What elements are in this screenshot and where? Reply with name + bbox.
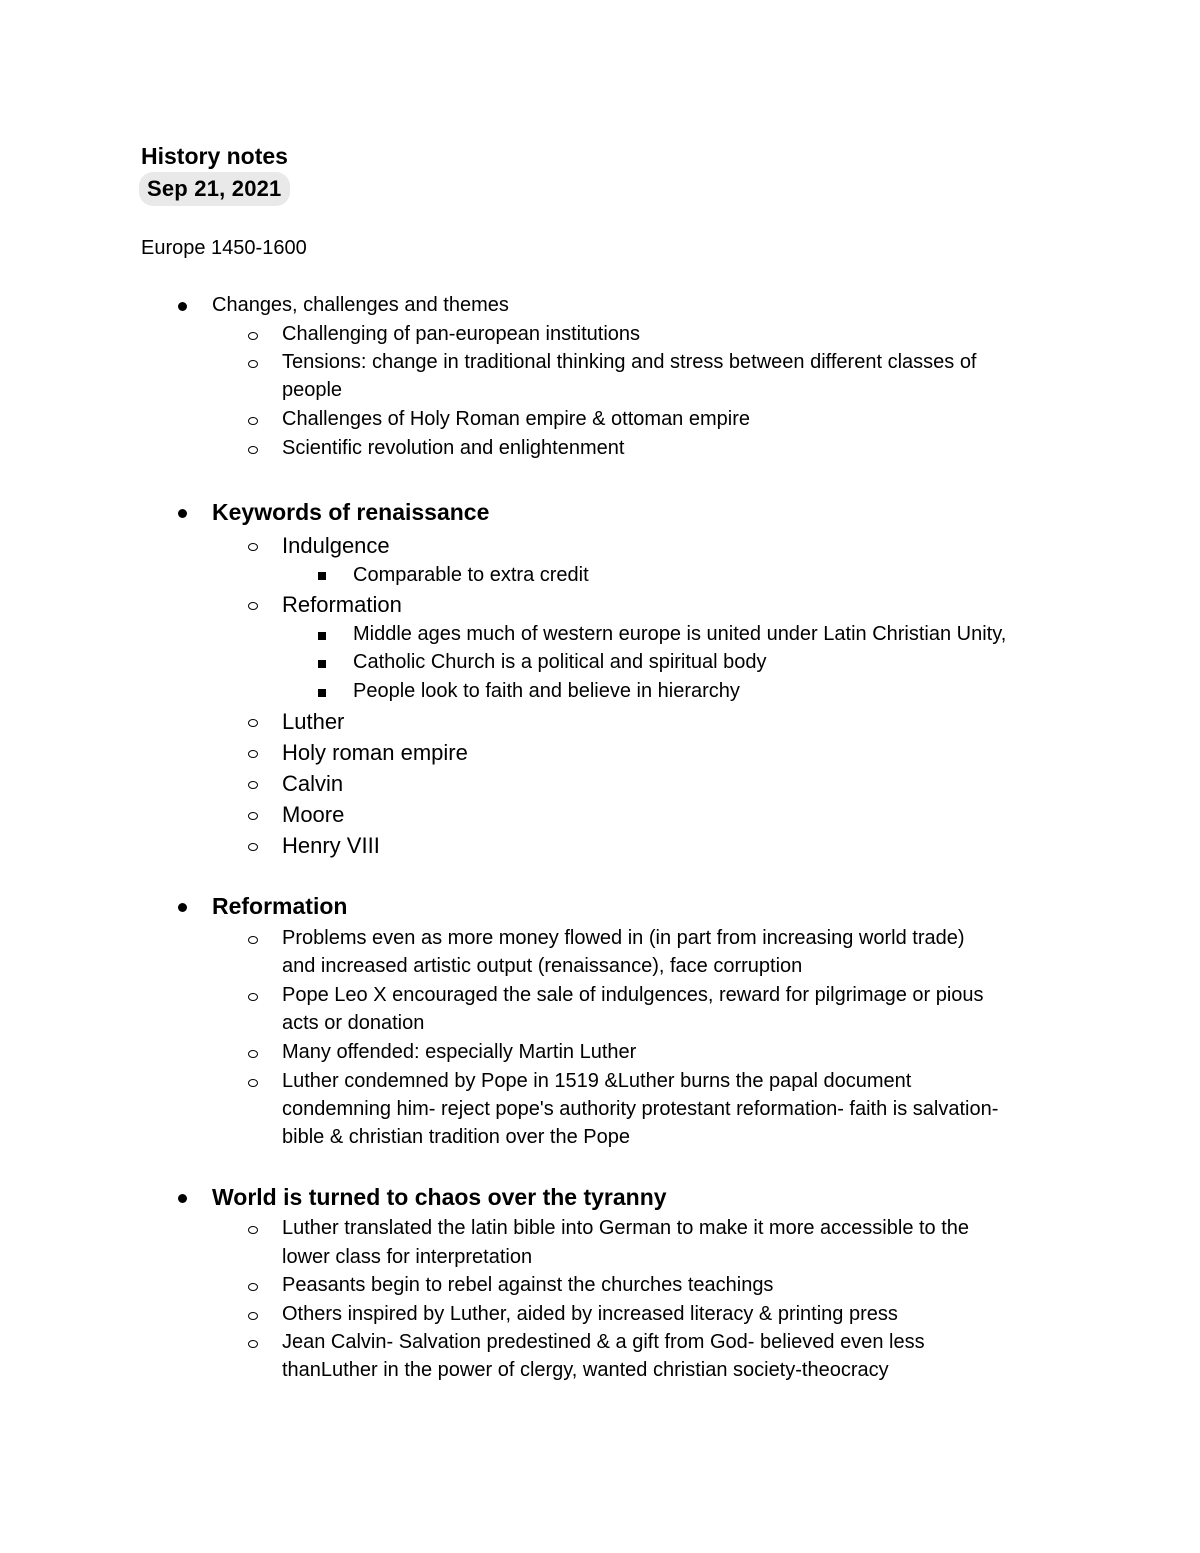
bullet-circle-icon — [248, 1226, 258, 1234]
document-title: History notes — [141, 143, 288, 169]
bullet-square-icon — [318, 689, 326, 697]
bullet-circle-icon — [248, 360, 258, 368]
date-chip[interactable]: Sep 21, 2021 — [139, 172, 290, 206]
sub-list-item: Catholic Church is a political and spiritual body — [353, 651, 767, 673]
list-item: Luther translated the latin bible into German to make it more accessible to the — [282, 1217, 970, 1239]
bullet-circle-icon — [248, 781, 258, 789]
bullet-circle-icon — [248, 812, 258, 820]
bullet-circle-icon — [248, 1283, 258, 1291]
bullet-circle-icon — [248, 843, 258, 851]
list-item: Challenging of pan-european institutions — [282, 323, 641, 345]
bullet-circle-icon — [248, 417, 258, 425]
list-item: Reformation — [282, 592, 402, 617]
bullet-circle-icon — [248, 750, 258, 758]
bullet-circle-icon — [248, 602, 258, 610]
section-heading: Keywords of renaissance — [212, 499, 490, 525]
list-item: Others inspired by Luther, aided by increased literacy & printing press — [282, 1303, 898, 1325]
sub-list-item: Comparable to extra credit — [353, 564, 589, 586]
bullet-circle-icon — [248, 332, 258, 340]
bullet-circle-icon — [248, 446, 258, 454]
list-item: Indulgence — [282, 533, 390, 558]
list-item: Henry VIII — [282, 833, 380, 858]
bullet-circle-icon — [248, 1340, 258, 1348]
sub-list-item: Middle ages much of western europe is united under Latin Christian Unity, — [353, 623, 1007, 645]
list-item: Challenges of Holy Roman empire & ottoman empire — [282, 408, 750, 430]
bullet-square-icon — [318, 632, 326, 640]
section-heading: Reformation — [212, 893, 348, 919]
list-item-continuation: and increased artistic output (renaissance), face corruption — [282, 955, 803, 977]
bullet-circle-icon — [248, 719, 258, 727]
bullet-circle-icon — [248, 1312, 258, 1320]
list-item-continuation: bible & christian tradition over the Pope — [282, 1126, 630, 1148]
list-item: Moore — [282, 802, 345, 827]
bullet-circle-icon — [248, 1050, 258, 1058]
list-item-continuation: thanLuther in the power of clergy, wanted christian society-theocracy — [282, 1359, 889, 1381]
bullet-square-icon — [318, 572, 326, 580]
list-item: Jean Calvin- Salvation predestined & a gift from God- believed even less — [282, 1331, 925, 1353]
list-item: Tensions: change in traditional thinking and stress between different classes of — [282, 351, 977, 373]
list-item-continuation: people — [282, 379, 343, 401]
bullet-circle-icon — [248, 543, 258, 551]
list-item: Many offended: especially Martin Luther — [282, 1041, 637, 1063]
bullet-circle-icon — [248, 1079, 258, 1087]
bullet-circle-icon — [248, 936, 258, 944]
list-item: Peasants begin to rebel against the churches teachings — [282, 1274, 774, 1296]
bullet-dot-icon — [178, 903, 187, 912]
bullet-dot-icon — [178, 302, 187, 311]
list-item-continuation: lower class for interpretation — [282, 1246, 533, 1268]
section-heading: Changes, challenges and themes — [212, 294, 509, 316]
list-item: Problems even as more money flowed in (in part from increasing world trade) — [282, 927, 965, 949]
bullet-dot-icon — [178, 509, 187, 518]
bullet-dot-icon — [178, 1194, 187, 1203]
list-item: Luther condemned by Pope in 1519 &Luther burns the papal document — [282, 1070, 912, 1092]
list-item: Luther — [282, 709, 345, 734]
list-item: Holy roman empire — [282, 740, 468, 765]
list-item: Calvin — [282, 771, 344, 796]
bullet-circle-icon — [248, 993, 258, 1001]
document-subtitle: Europe 1450-1600 — [141, 237, 307, 259]
sub-list-item: People look to faith and believe in hierarchy — [353, 680, 740, 702]
section-heading: World is turned to chaos over the tyranny — [212, 1184, 667, 1210]
bullet-square-icon — [318, 660, 326, 668]
list-item: Pope Leo X encouraged the sale of indulgences, reward for pilgrimage or pious — [282, 984, 984, 1006]
list-item: Scientific revolution and enlightenment — [282, 437, 625, 459]
list-item-continuation: acts or donation — [282, 1012, 425, 1034]
list-item-continuation: condemning him- reject pope's authority protestant reformation- faith is salvation- — [282, 1098, 999, 1120]
